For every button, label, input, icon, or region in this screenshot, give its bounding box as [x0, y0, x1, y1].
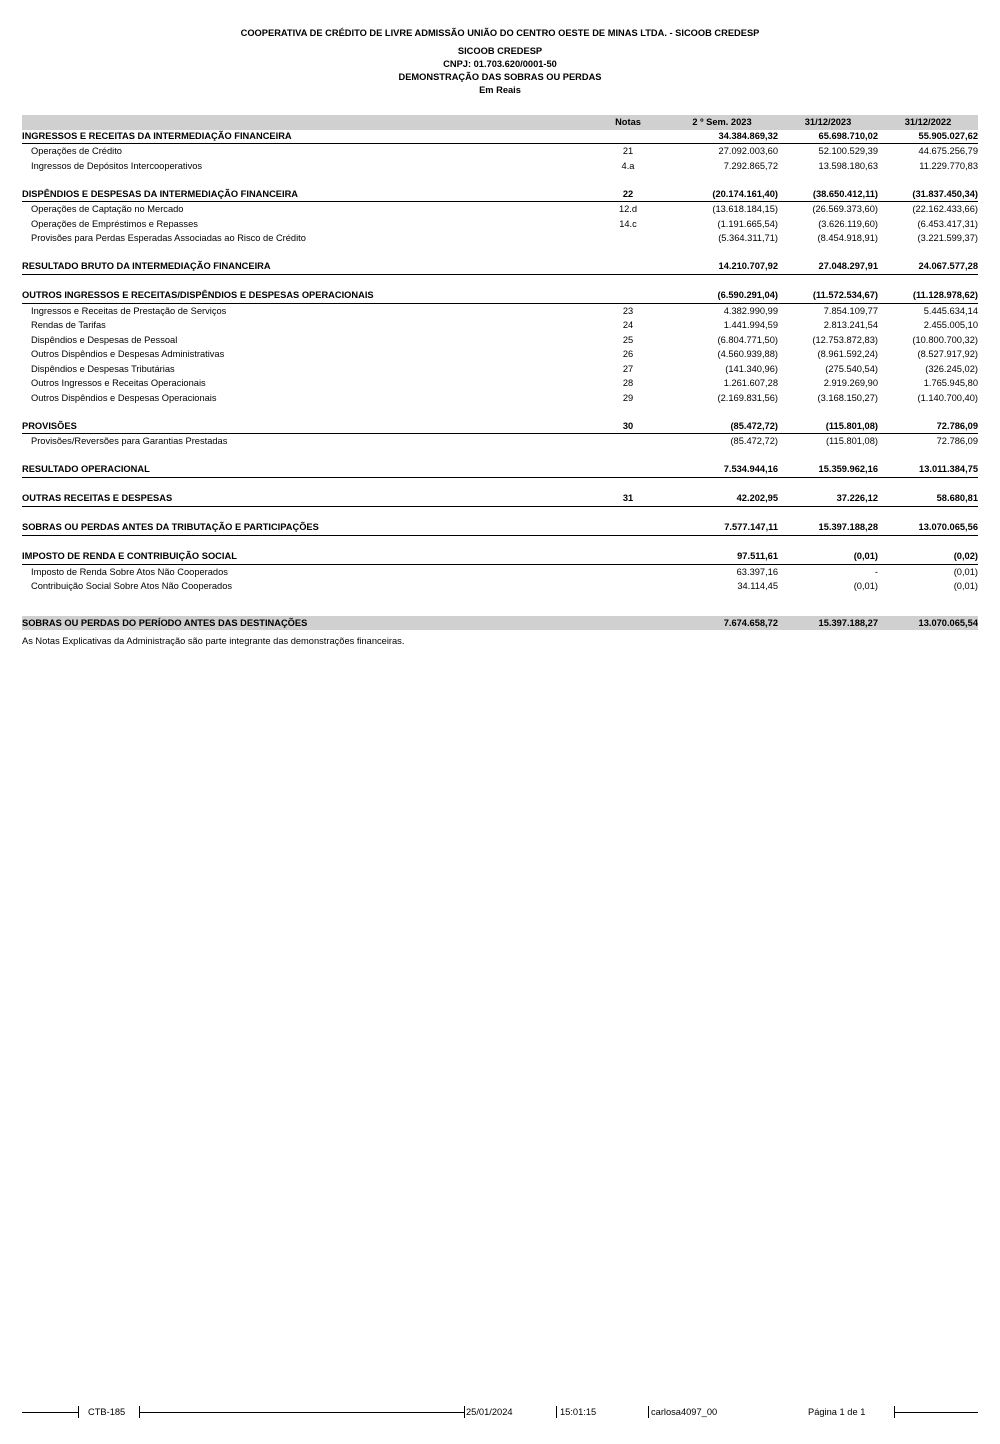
- row-label: Provisões/Reversões para Garantias Prestadas: [31, 436, 228, 446]
- line-item-row: [22, 159, 978, 174]
- value-period1: (1.191.665,54): [717, 218, 778, 229]
- value-period1: (6.590.291,04): [717, 290, 778, 300]
- spacer-row: [22, 507, 978, 522]
- value-period1: (6.804.771,50): [717, 334, 778, 345]
- value-period1: 7.577.147,11: [724, 522, 778, 532]
- value-period2: (26.569.373,60): [812, 204, 878, 214]
- footer-divider: [556, 1406, 557, 1418]
- company-name: COOPERATIVA DE CRÉDITO DE LIVRE ADMISSÃO UNIÃO DO CENTRO OESTE DE MINAS LTDA. - SICOOB CREDESP: [240, 28, 760, 38]
- section-total-row: [22, 260, 978, 275]
- value-period1: 42.202,95: [736, 493, 778, 503]
- row-label: OUTROS INGRESSOS E RECEITAS/DISPÊNDIOS E DESPESAS OPERACIONAIS: [22, 290, 374, 300]
- column-header-notes: Notas: [615, 117, 641, 127]
- line-item-row: [22, 579, 978, 594]
- value-period1: 7.534.944,16: [723, 464, 778, 474]
- spacer-row: [22, 478, 978, 493]
- section-total-row: [22, 420, 978, 435]
- row-note: 23: [622, 305, 634, 316]
- table-header-row: [22, 115, 978, 130]
- spacer-row: [22, 405, 978, 420]
- value-period2: 52.100.529,39: [818, 146, 878, 156]
- value-period3: 1.765.945,80: [923, 378, 978, 388]
- section-total-row: [22, 492, 978, 507]
- row-label: Outros Ingressos e Receitas Operacionais: [31, 378, 206, 388]
- value-period3: 5.445.634,14: [923, 305, 978, 316]
- line-item-row: [22, 391, 978, 406]
- value-period2: (8.454.918,91): [817, 233, 878, 243]
- line-item-row: [22, 217, 978, 232]
- value-period2: (0,01): [853, 581, 878, 591]
- value-period2: (0,01): [853, 551, 878, 561]
- value-period1: 4.382.990,99: [723, 305, 778, 316]
- value-period3: (0,01): [953, 566, 978, 577]
- value-period2: (115.801,08): [825, 420, 878, 431]
- row-label: Rendas de Tarifas: [31, 320, 106, 330]
- value-period3: (0,02): [953, 551, 978, 561]
- row-label: INGRESSOS E RECEITAS DA INTERMEDIAÇÃO FINANCEIRA: [22, 130, 292, 141]
- value-period3: 13.011.384,75: [919, 464, 978, 474]
- section-total-row: [22, 130, 978, 145]
- row-label: Outros Dispêndios e Despesas Operacionais: [31, 392, 217, 403]
- value-period2: -: [874, 566, 878, 577]
- value-period1: 1.261.607,28: [723, 378, 778, 388]
- row-label: Dispêndios e Despesas de Pessoal: [31, 334, 178, 345]
- row-label: Imposto de Renda Sobre Atos Não Cooperados: [31, 566, 228, 577]
- section-total-row: [22, 289, 978, 304]
- row-label: Dispêndios e Despesas Tributárias: [31, 363, 175, 374]
- value-period2: 27.048.297,91: [818, 261, 878, 271]
- value-period1: 97.511,61: [737, 551, 778, 561]
- value-period2: 37.226,12: [836, 493, 878, 503]
- row-note: 22: [622, 188, 634, 199]
- report-date: 25/01/2024: [466, 1407, 513, 1417]
- column-header-period1: 2 º Sem. 2023: [692, 117, 752, 127]
- row-note: 28: [622, 378, 634, 388]
- value-period3: (31.837.450,34): [912, 188, 978, 199]
- value-period2: (275.540,54): [825, 363, 878, 374]
- row-note: 30: [622, 420, 634, 431]
- row-note: 12.d: [618, 204, 638, 214]
- line-item-row: [22, 347, 978, 362]
- value-period2: (11.572.534,67): [812, 290, 878, 300]
- spacer-row: [22, 594, 978, 616]
- value-period2: 13.598.180,63: [818, 160, 878, 171]
- row-label: Operações de Crédito: [31, 146, 122, 156]
- row-label: Ingressos e Receitas de Prestação de Serviços: [31, 305, 227, 316]
- currency-note: Em Reais: [479, 85, 521, 95]
- line-item-row: [22, 565, 978, 580]
- row-note: 4.a: [621, 160, 635, 171]
- value-period1: (85.472,72): [730, 420, 778, 431]
- spacer-row: [22, 275, 978, 290]
- report-time: 15:01:15: [560, 1407, 597, 1417]
- row-label: Contribuição Social Sobre Atos Não Cooperados: [31, 581, 233, 591]
- value-period1: 14.210.707,92: [718, 261, 778, 271]
- row-label: IMPOSTO DE RENDA E CONTRIBUIÇÃO SOCIAL: [22, 551, 237, 561]
- row-note: 27: [622, 363, 634, 374]
- value-period2: (3.626.119,60): [818, 218, 878, 229]
- footer-rule: [139, 1412, 464, 1413]
- value-period3: (22.162.433,66): [912, 204, 978, 214]
- row-note: 31: [622, 493, 634, 503]
- institution-name: SICOOB CREDESP: [457, 46, 543, 56]
- row-label: Outros Dispêndios e Despesas Administrativas: [31, 349, 225, 359]
- value-period3: (0,01): [953, 581, 978, 591]
- value-period1: 7.674.658,72: [723, 617, 778, 628]
- line-item-row: [22, 318, 978, 333]
- value-period3: 2.455.005,10: [923, 320, 978, 330]
- value-period3: 13.070.065,54: [918, 617, 978, 628]
- value-period3: (10.800.700,32): [912, 334, 978, 345]
- report-user: carlosa4097_00: [651, 1407, 718, 1417]
- line-item-row: [22, 434, 978, 449]
- value-period1: (5.364.311,71): [718, 233, 778, 243]
- line-item-row: [22, 202, 978, 217]
- row-label: OUTRAS RECEITAS E DESPESAS: [22, 493, 173, 503]
- income-statement-table: [22, 115, 978, 630]
- value-period3: 44.675.256,79: [918, 146, 978, 156]
- line-item-row: [22, 304, 978, 319]
- value-period3: (11.128.978,62): [912, 290, 978, 300]
- value-period2: 2.813.241,54: [823, 320, 878, 330]
- value-period1: 27.092.003,60: [718, 146, 778, 156]
- value-period1: (85.472,72): [730, 436, 778, 446]
- report-code: CTB-185: [88, 1407, 126, 1417]
- row-note: 26: [622, 349, 634, 359]
- value-period3: 55.905.027,62: [918, 130, 978, 141]
- value-period3: (6.453.417,31): [917, 218, 978, 229]
- row-label: Operações de Empréstimos e Repasses: [31, 218, 198, 229]
- section-total-row: [22, 188, 978, 203]
- row-label: RESULTADO BRUTO DA INTERMEDIAÇÃO FINANCEIRA: [22, 261, 271, 271]
- value-period1: 1.441.994,59: [723, 320, 778, 330]
- value-period3: 72.786,09: [936, 436, 978, 446]
- page-footer: [0, 1404, 1000, 1420]
- row-note: 14.c: [619, 218, 637, 229]
- value-period3: (1.140.700,40): [917, 392, 978, 403]
- column-header-period2: 31/12/2023: [804, 117, 852, 127]
- value-period2: 15.359.962,16: [818, 464, 878, 474]
- value-period1: (4.560.939,88): [717, 349, 778, 359]
- value-period3: 58.680,81: [936, 493, 978, 503]
- footnote: As Notas Explicativas da Administração são parte integrante das demonstrações financeiras.: [22, 636, 405, 646]
- footer-divider: [464, 1406, 465, 1418]
- value-period3: 72.786,09: [936, 420, 978, 431]
- spacer-row: [22, 449, 978, 464]
- line-item-row: [22, 333, 978, 348]
- value-period2: 2.919.269,90: [823, 378, 878, 388]
- value-period2: (3.168.150,27): [817, 392, 878, 403]
- cnpj: CNPJ: 01.703.620/0001-50: [443, 59, 557, 69]
- value-period3: 13.070.065,56: [918, 522, 978, 532]
- value-period3: 11.229.770,83: [919, 160, 978, 171]
- row-label: SOBRAS OU PERDAS ANTES DA TRIBUTAÇÃO E PARTICIPAÇÕES: [22, 522, 319, 532]
- spacer-row: [22, 246, 978, 261]
- footer-divider: [648, 1406, 649, 1418]
- value-period1: (2.169.831,56): [717, 392, 778, 403]
- line-item-row: [22, 362, 978, 377]
- row-label: Ingressos de Depósitos Intercooperativos: [31, 160, 203, 171]
- row-note: 25: [622, 334, 634, 345]
- row-note: 29: [622, 392, 634, 403]
- value-period2: 7.854.109,77: [823, 305, 878, 316]
- line-item-row: [22, 144, 978, 159]
- row-label: Provisões para Perdas Esperadas Associadas ao Risco de Crédito: [31, 233, 306, 243]
- value-period2: (38.650.412,11): [812, 188, 878, 199]
- value-period3: (326.245,02): [925, 363, 978, 374]
- value-period1: 7.292.865,72: [723, 160, 778, 171]
- line-item-row: [22, 231, 978, 246]
- statement-title: DEMONSTRAÇÃO DAS SOBRAS OU PERDAS: [398, 72, 602, 82]
- line-item-row: [22, 376, 978, 391]
- footer-divider: [78, 1406, 79, 1418]
- section-total-row: [22, 550, 978, 565]
- final-result-row: [22, 616, 978, 631]
- row-label: Operações de Captação no Mercado: [31, 204, 184, 214]
- section-total-row: [22, 463, 978, 478]
- section-total-row: [22, 521, 978, 536]
- value-period2: 65.698.710,02: [818, 130, 878, 141]
- row-label: DISPÊNDIOS E DESPESAS DA INTERMEDIAÇÃO FINANCEIRA: [22, 188, 299, 199]
- value-period2: (12.753.872,83): [812, 334, 878, 345]
- value-period2: (8.961.592,24): [817, 349, 878, 359]
- value-period2: 15.397.188,27: [818, 617, 878, 628]
- spacer-row: [22, 536, 978, 551]
- page-number: Página 1 de 1: [808, 1407, 866, 1417]
- value-period1: (20.174.161,40): [712, 188, 778, 199]
- row-label: PROVISÕES: [22, 420, 77, 431]
- value-period1: (13.618.184,15): [712, 204, 778, 214]
- value-period1: 34.384.869,32: [718, 130, 778, 141]
- value-period2: (115.801,08): [825, 436, 878, 446]
- footer-rule: [22, 1412, 78, 1413]
- row-note: 24: [622, 320, 634, 330]
- value-period1: 63.397,16: [736, 566, 778, 577]
- column-header-period3: 31/12/2022: [904, 117, 952, 127]
- spacer-row: [22, 173, 978, 188]
- value-period3: (3.221.599,37): [917, 233, 978, 243]
- value-period3: 24.067.577,28: [918, 261, 978, 271]
- row-label: RESULTADO OPERACIONAL: [22, 464, 150, 474]
- row-label: SOBRAS OU PERDAS DO PERÍODO ANTES DAS DESTINAÇÕES: [22, 617, 308, 628]
- value-period2: 15.397.188,28: [818, 522, 878, 532]
- value-period1: 34.114,45: [737, 581, 778, 591]
- row-note: 21: [622, 146, 634, 156]
- value-period3: (8.527.917,92): [917, 349, 978, 359]
- value-period1: (141.340,96): [725, 363, 778, 374]
- footer-rule: [894, 1412, 978, 1413]
